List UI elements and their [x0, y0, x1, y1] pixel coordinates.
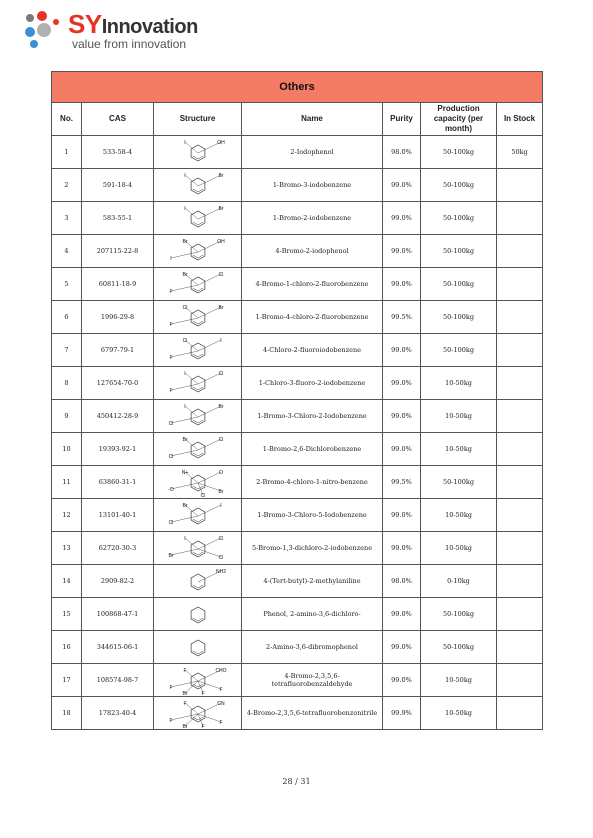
page-number: 28 / 31	[282, 777, 311, 786]
column-header: Production capacity (per month)	[421, 103, 497, 136]
compound-name: 5-Bromo-1,3-dichloro-2-iodobenzene	[242, 532, 383, 565]
production-capacity: 50-100kg	[421, 169, 497, 202]
structure-diagram	[163, 434, 233, 464]
substituent-bond	[185, 142, 198, 153]
logo-dots-icon	[22, 10, 64, 52]
row-number: 17	[52, 664, 82, 697]
column-headers	[52, 103, 543, 136]
production-capacity: 50-100kg	[421, 631, 497, 664]
cas-number: 450412-28-9	[82, 400, 154, 433]
row-number: 1	[52, 136, 82, 169]
cas-number: 62720-30-3	[82, 532, 154, 565]
table-row	[52, 598, 543, 631]
row-number: 2	[52, 169, 82, 202]
table-body	[52, 136, 543, 730]
table-row	[52, 664, 543, 697]
cas-number: 533-58-4	[82, 136, 154, 169]
in-stock	[497, 697, 543, 730]
substituent-label: NH2	[215, 569, 226, 575]
column-header: Structure	[154, 103, 242, 136]
table-row	[52, 136, 543, 169]
purity: 98.0%	[383, 136, 421, 169]
cas-number: 108574-98-7	[82, 664, 154, 697]
substituent-bond	[198, 340, 221, 351]
substituent-label: I	[183, 404, 186, 410]
structure-diagram	[163, 335, 233, 365]
substituent-label: F	[168, 355, 173, 361]
compound-name: 4-(Tert-butyl)-2-methylaniline	[242, 565, 383, 598]
in-stock	[497, 565, 543, 598]
substituent-bond	[171, 417, 198, 423]
production-capacity: 50-100kg	[421, 136, 497, 169]
cas-number: 2909-82-2	[82, 565, 154, 598]
production-capacity: 10-50kg	[421, 367, 497, 400]
substituent-bond	[171, 483, 198, 489]
in-stock	[497, 169, 543, 202]
substituent-label: O	[218, 470, 223, 476]
compound-name: 4-Bromo-2,3,5,6-tetrafluorobenzaldehyde	[242, 664, 383, 697]
structure	[154, 235, 242, 268]
cas-number: 1996-29-8	[82, 301, 154, 334]
cas-number: 17823-40-4	[82, 697, 154, 730]
brand-sy: SY	[68, 9, 102, 39]
structure	[154, 532, 242, 565]
substituent-label: Cl	[218, 536, 223, 542]
structure	[154, 301, 242, 334]
purity: 99.0%	[383, 664, 421, 697]
substituent-label: Br	[182, 503, 187, 509]
structure	[154, 268, 242, 301]
substituent-label: OH	[216, 239, 225, 245]
row-number: 15	[52, 598, 82, 631]
substituent-label: Cl	[168, 520, 173, 526]
purity: 99.0%	[383, 400, 421, 433]
production-capacity: 50-100kg	[421, 598, 497, 631]
substituent-label: Br	[182, 724, 187, 728]
row-number: 7	[52, 334, 82, 367]
cas-number: 60811-18-9	[82, 268, 154, 301]
substituent-label: Cl	[218, 371, 223, 377]
purity: 99.0%	[383, 268, 421, 301]
substituent-label: F	[182, 668, 187, 674]
structure-diagram	[163, 599, 233, 629]
structure	[154, 169, 242, 202]
substituent-label: Cl	[168, 454, 173, 460]
substituent-label: -O	[167, 487, 174, 493]
purity: 99.0%	[383, 532, 421, 565]
column-header: No.	[52, 103, 82, 136]
structure	[154, 598, 242, 631]
table-row	[52, 433, 543, 466]
substituent-label: Cl	[168, 421, 173, 427]
column-header: Purity	[383, 103, 421, 136]
structure	[154, 136, 242, 169]
substituent-bond	[185, 538, 198, 549]
substituent-label: Br	[218, 305, 223, 311]
substituent-label: Br	[218, 404, 223, 410]
structure-diagram	[163, 500, 233, 530]
structure-diagram	[163, 203, 233, 233]
substituent-label: F	[168, 289, 173, 295]
compound-name: 1-Bromo-2,6-Dichlorobenzene	[242, 433, 383, 466]
row-number: 18	[52, 697, 82, 730]
purity: 99.0%	[383, 202, 421, 235]
in-stock	[497, 499, 543, 532]
table-row	[52, 202, 543, 235]
substituent-bond	[171, 714, 198, 720]
compound-name: 4-Bromo-2-iodophenol	[242, 235, 383, 268]
compound-name: 4-Chloro-2-fluoroiodobenzene	[242, 334, 383, 367]
substituent-label: Cl	[218, 555, 223, 561]
production-capacity: 50-100kg	[421, 466, 497, 499]
structure-diagram	[163, 533, 233, 563]
substituent-bond	[171, 318, 198, 324]
compound-name: 1-Bromo-4-chloro-2-fluorobenzene	[242, 301, 383, 334]
purity: 99.0%	[383, 334, 421, 367]
table-title: Others	[52, 72, 543, 103]
purity: 98.0%	[383, 565, 421, 598]
row-number: 9	[52, 400, 82, 433]
table-row	[52, 301, 543, 334]
compound-name: 1-Bromo-2-iodobenzene	[242, 202, 383, 235]
production-capacity: 50-100kg	[421, 334, 497, 367]
in-stock: 50kg	[497, 136, 543, 169]
substituent-bond	[185, 208, 198, 219]
substituent-bond	[171, 516, 198, 522]
purity: 99.0%	[383, 367, 421, 400]
row-number: 10	[52, 433, 82, 466]
compound-name: 2-Iodophenol	[242, 136, 383, 169]
structure	[154, 565, 242, 598]
substituent-label: I	[183, 371, 186, 377]
substituent-label: N+	[181, 470, 188, 476]
structure	[154, 367, 242, 400]
substituent-label: CHO	[214, 668, 227, 674]
structure-diagram	[163, 236, 233, 266]
substituent-label: Br	[218, 173, 223, 179]
substituent-label: F	[218, 687, 223, 693]
substituent-label: I	[219, 338, 222, 344]
structure	[154, 334, 242, 367]
substituent-label: Cl	[218, 272, 223, 278]
purity: 99.0%	[383, 499, 421, 532]
compound-name: 4-Bromo-2,3,5,6-tetrafluorobenzonitrile	[242, 697, 383, 730]
substituent-bond	[182, 701, 198, 714]
substituent-label: OH	[216, 140, 225, 146]
substituent-label: Br	[182, 239, 187, 245]
row-number: 4	[52, 235, 82, 268]
cas-number: 583-55-1	[82, 202, 154, 235]
in-stock	[497, 433, 543, 466]
substituent-bond	[182, 668, 198, 681]
structure-diagram	[163, 368, 233, 398]
row-number: 13	[52, 532, 82, 565]
purity: 99.0%	[383, 235, 421, 268]
row-number: 8	[52, 367, 82, 400]
substituent-label: I	[219, 503, 222, 509]
table-row	[52, 532, 543, 565]
row-number: 12	[52, 499, 82, 532]
brand-tagline: value from innovation	[72, 37, 187, 51]
substituent-label: F	[168, 322, 173, 328]
structure-diagram	[163, 698, 233, 728]
in-stock	[497, 664, 543, 697]
production-capacity: 10-50kg	[421, 499, 497, 532]
cas-number: 127654-70-0	[82, 367, 154, 400]
purity: 99.0%	[383, 169, 421, 202]
substituent-label: Cl	[218, 437, 223, 443]
substituent-label: I	[183, 536, 186, 542]
substituent-label: Br	[218, 206, 223, 212]
in-stock	[497, 400, 543, 433]
row-number: 14	[52, 565, 82, 598]
substituent-bond	[198, 505, 221, 516]
substituent-label: F	[218, 720, 223, 726]
table-row	[52, 631, 543, 664]
substituent-bond	[171, 450, 198, 456]
compound-name: Phenol, 2-amino-3,6-dichloro-	[242, 598, 383, 631]
cas-number: 13101-40-1	[82, 499, 154, 532]
substituent-label: F	[182, 701, 187, 707]
substituent-label: F	[168, 718, 173, 724]
structure-diagram	[163, 632, 233, 662]
cas-number: 344615-06-1	[82, 631, 154, 664]
structure-diagram	[163, 170, 233, 200]
compound-name: 1-Bromo-3-iodobenzene	[242, 169, 383, 202]
substituent-bond	[171, 285, 198, 291]
cas-number: 100868-47-1	[82, 598, 154, 631]
substituent-label: Cl	[182, 338, 187, 344]
table-row	[52, 367, 543, 400]
structure-diagram	[163, 566, 233, 596]
substituent-label: Cl	[182, 305, 187, 311]
in-stock	[497, 367, 543, 400]
structure-diagram	[163, 302, 233, 332]
compound-name: 2-Amino-3,6-dibromophenol	[242, 631, 383, 664]
in-stock	[497, 598, 543, 631]
purity: 99.0%	[383, 631, 421, 664]
substituent-bond	[171, 384, 198, 390]
structure	[154, 697, 242, 730]
cas-number: 591-18-4	[82, 169, 154, 202]
compound-name: 1-Chloro-3-fluoro-2-iodobenzene	[242, 367, 383, 400]
substituent-bond	[171, 252, 198, 258]
substituent-label: Br	[182, 691, 187, 695]
substituent-bond	[198, 472, 221, 483]
table-row	[52, 235, 543, 268]
production-capacity: 0-10kg	[421, 565, 497, 598]
purity: 99.0%	[383, 433, 421, 466]
substituent-label: I	[183, 206, 186, 212]
production-capacity: 50-100kg	[421, 268, 497, 301]
substituent-label: F	[168, 388, 173, 394]
benzene-ring	[191, 607, 205, 623]
substituent-bond	[185, 406, 198, 417]
compound-name: 4-Bromo-1-chloro-2-fluorobenzene	[242, 268, 383, 301]
substituent-label: I	[183, 140, 186, 146]
in-stock	[497, 301, 543, 334]
compound-name: 1-Bromo-3-Chloro-5-Iodobenzene	[242, 499, 383, 532]
substituent-bond	[171, 351, 198, 357]
substituent-label: Br	[182, 272, 187, 278]
table-row	[52, 334, 543, 367]
structure	[154, 202, 242, 235]
substituent-bond	[185, 175, 198, 186]
structure	[154, 400, 242, 433]
substituent-label: I	[169, 256, 172, 262]
structure-diagram	[163, 137, 233, 167]
structure	[154, 433, 242, 466]
production-capacity: 50-100kg	[421, 301, 497, 334]
in-stock	[497, 268, 543, 301]
table-row	[52, 400, 543, 433]
substituent-label: F	[168, 685, 173, 691]
structure-diagram	[163, 269, 233, 299]
purity: 99.0%	[383, 598, 421, 631]
substituent-label: Br	[182, 437, 187, 443]
production-capacity: 10-50kg	[421, 532, 497, 565]
substituent-bond	[198, 274, 221, 285]
row-number: 16	[52, 631, 82, 664]
structure-diagram	[163, 665, 233, 695]
in-stock	[497, 202, 543, 235]
purity: 99.5%	[383, 466, 421, 499]
production-capacity: 10-50kg	[421, 664, 497, 697]
table-row	[52, 268, 543, 301]
substituent-label: I	[183, 173, 186, 179]
substituent-bond	[198, 538, 221, 549]
products-table	[51, 71, 543, 730]
substituent-label: Br	[168, 553, 173, 559]
compound-name: 2-Bromo-4-chloro-1-nitro-benzene	[242, 466, 383, 499]
row-number: 3	[52, 202, 82, 235]
substituent-bond	[171, 681, 198, 687]
structure-diagram	[163, 467, 233, 497]
in-stock	[497, 235, 543, 268]
row-number: 11	[52, 466, 82, 499]
in-stock	[497, 466, 543, 499]
table-row	[52, 169, 543, 202]
column-header: Name	[242, 103, 383, 136]
substituent-label: F	[200, 691, 205, 695]
table-row	[52, 697, 543, 730]
substituent-bond	[171, 549, 198, 555]
substituent-bond	[198, 373, 221, 384]
cas-number: 63860-31-1	[82, 466, 154, 499]
structure-diagram	[163, 401, 233, 431]
purity: 99.9%	[383, 697, 421, 730]
substituent-label: CN	[216, 701, 225, 707]
benzene-ring	[191, 640, 205, 656]
cas-number: 207115-22-8	[82, 235, 154, 268]
structure	[154, 466, 242, 499]
row-number: 6	[52, 301, 82, 334]
production-capacity: 50-100kg	[421, 235, 497, 268]
table-row	[52, 565, 543, 598]
structure	[154, 499, 242, 532]
production-capacity: 50-100kg	[421, 202, 497, 235]
compound-name: 1-Bromo-3-Chloro-2-Iodobenzene	[242, 400, 383, 433]
column-header: In Stock	[497, 103, 543, 136]
column-header: CAS	[82, 103, 154, 136]
substituent-bond	[198, 439, 221, 450]
structure	[154, 631, 242, 664]
table-row	[52, 499, 543, 532]
production-capacity: 10-50kg	[421, 400, 497, 433]
brand-rest: Innovation	[101, 16, 198, 38]
in-stock	[497, 631, 543, 664]
production-capacity: 10-50kg	[421, 697, 497, 730]
cas-number: 19393-92-1	[82, 433, 154, 466]
row-number: 5	[52, 268, 82, 301]
substituent-bond	[185, 373, 198, 384]
in-stock	[497, 334, 543, 367]
substituent-label: F	[200, 724, 205, 728]
structure	[154, 664, 242, 697]
substituent-label: Br	[218, 489, 223, 495]
company-logo	[22, 10, 212, 52]
purity: 99.5%	[383, 301, 421, 334]
in-stock	[497, 532, 543, 565]
production-capacity: 10-50kg	[421, 433, 497, 466]
cas-number: 6797-79-1	[82, 334, 154, 367]
substituent-label: Cl	[200, 493, 205, 497]
table-row	[52, 466, 543, 499]
